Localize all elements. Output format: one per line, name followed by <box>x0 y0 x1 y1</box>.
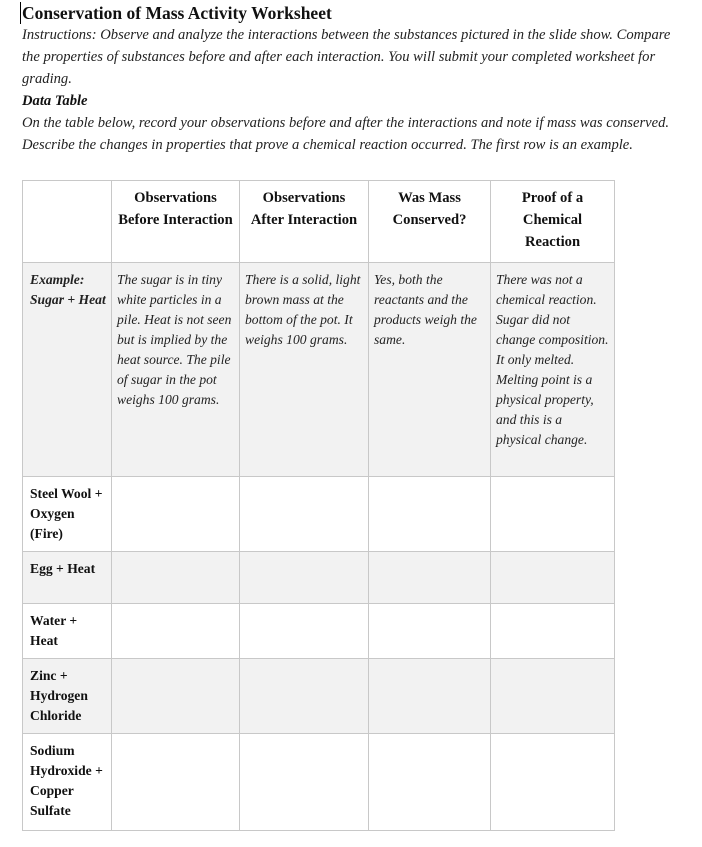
table-row <box>23 477 615 552</box>
row-label: Steel Wool + Oxygen (Fire) <box>23 477 112 552</box>
cell-conserved[interactable]: Yes, both the reactants and the products weigh the same. <box>369 263 491 477</box>
table-row <box>23 659 615 734</box>
header-conserved: Was Mass Conserved? <box>369 181 491 263</box>
cell-after[interactable]: There is a solid, light brown mass at the bottom of the pot. It weighs 100 grams. <box>240 263 369 477</box>
cell-before[interactable] <box>112 734 240 831</box>
cell-before[interactable] <box>112 477 240 552</box>
data-table-heading: Data Table <box>22 93 88 109</box>
cell-after[interactable] <box>240 659 369 734</box>
data-table <box>22 180 615 831</box>
worksheet-header <box>22 0 682 156</box>
header-after: Observations After Interaction <box>240 181 369 263</box>
row-label: Egg + Heat <box>23 552 112 604</box>
header-proof: Proof of a Chemical Reaction <box>491 181 615 263</box>
cell-after[interactable] <box>240 604 369 659</box>
instructions: Instructions: Observe and analyze the interactions between the substances pictured in the slide show. Compare the properties of substances before and after each interaction. You will submit your completed worksheet for grading. <box>22 27 671 87</box>
cell-proof[interactable] <box>491 734 615 831</box>
cell-conserved[interactable] <box>369 734 491 831</box>
cell-conserved[interactable] <box>369 659 491 734</box>
cell-proof[interactable] <box>491 604 615 659</box>
cell-after[interactable] <box>240 477 369 552</box>
table-row <box>23 552 615 604</box>
cell-before[interactable] <box>112 552 240 604</box>
cell-before[interactable] <box>112 659 240 734</box>
cell-conserved[interactable] <box>369 477 491 552</box>
row-label: Example: Sugar + Heat <box>23 263 112 477</box>
cell-proof[interactable] <box>491 477 615 552</box>
cell-after[interactable] <box>240 552 369 604</box>
table-row <box>23 263 615 477</box>
cell-before[interactable] <box>112 604 240 659</box>
cell-proof[interactable]: There was not a chemical reaction. Sugar did not change composition. It only melted. Melting point is a physical property, and this is a physical change. <box>491 263 615 477</box>
cell-conserved[interactable] <box>369 552 491 604</box>
header-before: Observations Before Interaction <box>112 181 240 263</box>
cell-before[interactable]: The sugar is in tiny white particles in a pile. Heat is not seen but is implied by the heat source. The pile of sugar in the pot weighs 100 grams. <box>112 263 240 477</box>
table-row <box>23 604 615 659</box>
table-row <box>23 734 615 831</box>
row-label: Water + Heat <box>23 604 112 659</box>
row-label: Sodium Hydroxide + Copper Sulfate <box>23 734 112 831</box>
cell-proof[interactable] <box>491 659 615 734</box>
table-intro: On the table below, record your observations before and after the interactions and note if mass was conserved. Describe the changes in properties that prove a chemical reaction occurred. The first row is an example. <box>22 115 670 153</box>
page-title: Conservation of Mass Activity Worksheet <box>20 2 682 24</box>
cell-conserved[interactable] <box>369 604 491 659</box>
header-empty <box>23 181 112 263</box>
cell-after[interactable] <box>240 734 369 831</box>
row-label: Zinc + Hydrogen Chloride <box>23 659 112 734</box>
cell-proof[interactable] <box>491 552 615 604</box>
header-row <box>23 181 615 263</box>
